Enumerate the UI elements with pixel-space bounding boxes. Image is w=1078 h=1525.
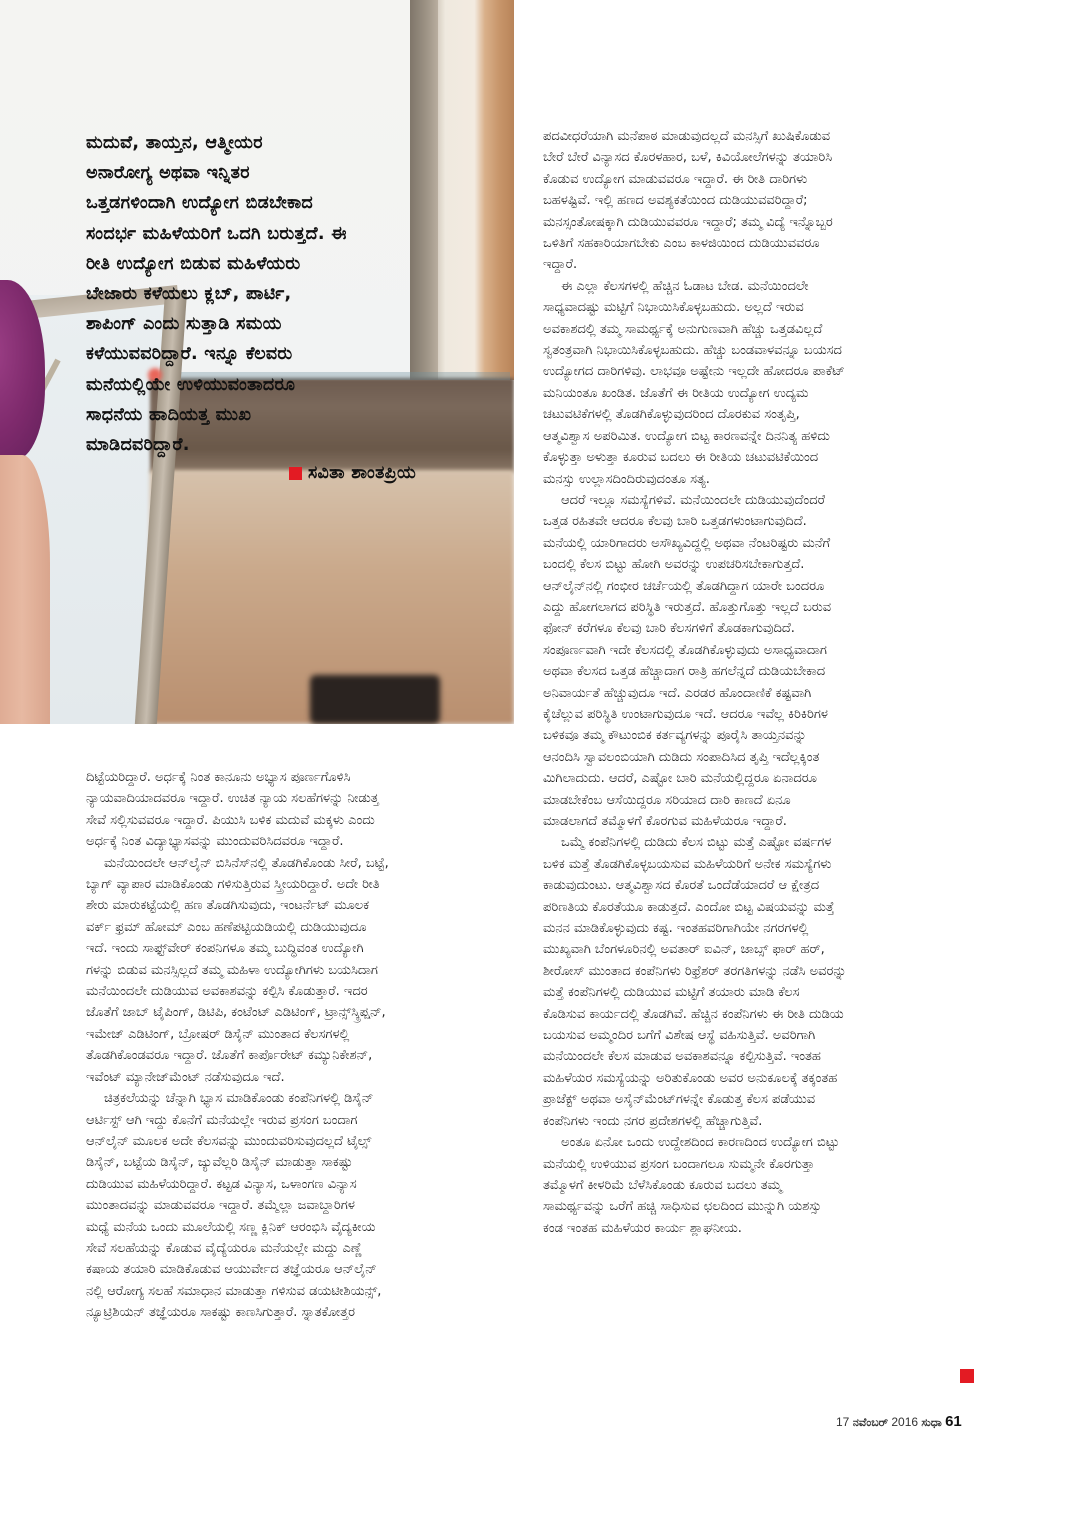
text-line: ಮುಖ್ಯವಾಗಿ ಬೆಂಗಳೂರಿನಲ್ಲಿ ಅವತಾರ್ ಐವಿನ್, ಜಾಬ್ಸ್ ಫಾರ್ ಹರ್, — [543, 942, 825, 958]
author-name: ಸವಿತಾ ಶಾಂತಪ್ರಿಯ — [307, 463, 416, 484]
pull-quote-line: ಕಳೆಯುವವರಿದ್ದಾರೆ. ಇನ್ನೂ ಕೆಲವರು — [86, 344, 293, 365]
text-line: ಮನೆಯಿಂದಲೇ ಆನ್‌ಲೈನ್ ಬಿಸಿನೆಸ್‌ನಲ್ಲಿ ತೊಡಗಿಕೊಂಡು ಸೀರೆ, ಬಟ್ಟೆ, — [104, 855, 389, 871]
text-line: ಶೀರೋಸ್ ಮುಂತಾದ ಕಂಪೆನಿಗಳು ರಿಫ್ರೆಶರ್ ತರಗತಿಗಳನ್ನು ನಡೆಸಿ ಅವರನ್ನು — [543, 963, 847, 979]
laptop-shadow — [310, 675, 440, 724]
text-line: ಕಷಾಯ ತಯಾರಿ ಮಾಡಿಕೊಡುವ ಆಯುರ್ವೇದ ತಜ್ಞೆಯರೂ ಆನ್‌ಲೈನ್ — [86, 1262, 377, 1278]
text-line: ಮನಸ್ಸಂತೋಷಕ್ಕಾಗಿ ದುಡಿಯುವವರೂ ಇದ್ದಾರೆ; ತಮ್ಮ ವಿದ್ಯೆ ಇನ್ನೊಬ್ಬರ — [543, 214, 833, 230]
text-line: ಅಥವಾ ಕೆಲಸದ ಒತ್ತಡ ಹೆಚ್ಚಾದಾಗ ರಾತ್ರಿ ಹಗಲೆನ್ನದೆ ದುಡಿಯಬೇಕಾದ — [543, 664, 826, 680]
text-line: ಇವೆಂಟ್ ಮ್ಯಾನೇಜ್‌ಮೆಂಟ್ ನಡೆಸುವುದೂ ಇದೆ. — [86, 1069, 285, 1085]
pull-quote-line: ಸಾಧನೆಯ ಹಾದಿಯತ್ತ ಮುಖ — [86, 404, 252, 425]
page-number: 61 — [945, 1413, 962, 1430]
byline-square-icon — [289, 467, 302, 480]
text-line: ಮನಿಯಂತೂ ಖಂಡಿತ. ಜೊತೆಗೆ ಈ ರೀತಿಯ ಉದ್ಯೋಗ ಉದ್ಯಮ — [543, 385, 809, 401]
text-line: ಫೋನ್ ಕರೆಗಳೂ ಕೆಲವು ಬಾರಿ ಕೆಲಸಗಳಿಗೆ ತೊಡಕಾಗುವುದಿದೆ. — [543, 621, 795, 637]
text-line: ಚಿತ್ರಕಲೆಯನ್ನು ಚೆನ್ನಾಗಿ ಭ್ಯಾಸ ಮಾಡಿಕೊಂಡು ಕಂಪೆನಿಗಳಲ್ಲಿ ಡಿಸೈನ್ — [104, 1091, 374, 1107]
pull-quote-line: ಮನೆಯಲ್ಲಿಯೇ ಉಳಿಯುವಂತಾದರೂ — [86, 374, 296, 395]
text-line: ಜೊತೆಗೆ ಜಾಬ್ ಟೈಪಿಂಗ್, ಡಿಟಿಪಿ, ಕಂಟೆಂಟ್ ಎಡಿಟಿಂಗ್, ಟ್ರಾನ್ಸ್‌ಸ್ಕ್ರಿಪ್ಷನ್, — [86, 1005, 386, 1021]
author-byline — [86, 458, 416, 488]
text-line: ಕಂಡ ಇಂತಹ ಮಹಿಳೆಯರ ಕಾರ್ಯ ಶ್ಲಾಘನೀಯ. — [543, 1220, 742, 1236]
text-line: ಎದ್ದು ಹೋಗಲಾಗದ ಪರಿಸ್ಥಿತಿ ಇರುತ್ತದೆ. ಹೊತ್ತುಗೊತ್ತು ಇಲ್ಲದೆ ಬರುವ — [543, 599, 832, 615]
text-line: ಸಾಮರ್ಥ್ಯವನ್ನು ಒರೆಗೆ ಹಚ್ಚಿ ಸಾಧಿಸುವ ಛಲದಿಂದ ಮುನ್ನುಗಿ ಯಶಸ್ಸು — [543, 1199, 822, 1215]
text-line: ಆನ್‌ಲೈನ್‌ನಲ್ಲಿ ಗಂಭೀರ ಚರ್ಚೆಯಲ್ಲಿ ತೊಡಗಿದ್ದಾಗ ಯಾರೇ ಬಂದರೂ — [543, 578, 825, 594]
text-line: ಆರ್ಟಿಸ್ಟ್ ಆಗಿ ಇದ್ದು ಕೊನೆಗೆ ಮನೆಯಲ್ಲೇ ಇರುವ ಪ್ರಸಂಗ ಬಂದಾಗ — [86, 1112, 358, 1128]
text-line: ಸೇವೆ ಸಲಹೆಯನ್ನು ಕೊಡುವ ವೈದ್ಯೆಯರೂ ಮನೆಯಲ್ಲೇ ಮದ್ದು ಎಣ್ಣೆ — [86, 1240, 363, 1256]
text-line: ಸಂಪೂರ್ಣವಾಗಿ ಇದೇ ಕೆಲಸದಲ್ಲಿ ತೊಡಗಿಕೊಳ್ಳುವುದು ಅಸಾಧ್ಯವಾದಾಗ — [543, 642, 827, 658]
text-line: ಮನೆಯಲ್ಲಿ ಯಾರಿಗಾದರು ಅಸೌಖ್ಯವಿದ್ದಲ್ಲಿ ಅಥವಾ ನೆಂಟರಿಷ್ಟರು ಮನೆಗೆ — [543, 535, 831, 551]
text-line: ಶೇರು ಮಾರುಕಟ್ಟೆಯಲ್ಲಿ ಹಣ ತೊಡಗಿಸುವುದು, ಇಂಟರ್ನೆಟ್ ಮೂಲಕ — [86, 898, 370, 914]
pull-quote-line: ಶಾಪಿಂಗ್ ಎಂದು ಸುತ್ತಾಡಿ ಸಮಯ — [86, 314, 282, 335]
text-line: ಸಾಧ್ಯವಾದಷ್ಟು ಮಟ್ಟಿಗೆ ನಿಭಾಯಿಸಿಕೊಳ್ಳಬಹುದು. ಅಲ್ಲದೆ ಇರುವ — [543, 300, 804, 316]
text-line: ಸ್ವತಂತ್ರವಾಗಿ ನಿಭಾಯಿಸಿಕೊಳ್ಳಬಹುದು. ಹೆಚ್ಚು ಬಂಡವಾಳವನ್ನೂ ಬಯಸದ — [543, 343, 842, 359]
article-column-left — [86, 767, 516, 1324]
text-line: ಕೊಡುವ ಉದ್ಯೋಗ ಮಾಡುವವರೂ ಇದ್ದಾರೆ. ಈ ರೀತಿ ದಾರಿಗಳು — [543, 171, 808, 187]
text-line: ಮನೆಯಿಂದಲೇ ಕೆಲಸ ಮಾಡುವ ಅವಕಾಶವನ್ನೂ ಕಲ್ಪಿಸುತ್ತಿವೆ. ಇಂತಹ — [543, 1049, 821, 1065]
text-line: ಮನಸ್ಸು ಉಲ್ಲಾಸದಿಂದಿರುವುದಂತೂ ಸತ್ಯ. — [543, 471, 710, 487]
text-line: ಇದ್ದಾರೆ. — [543, 257, 578, 273]
text-line: ಉದ್ಯೋಗದ ದಾರಿಗಳಿವು. ಲಾಭವೂ ಅಷ್ಟೇನು ಇಲ್ಲದೇ ಹೋದರೂ ಪಾಕೆಟ್ — [543, 364, 845, 380]
text-line: ಆನಂದಿಸಿ ಸ್ವಾವಲಂಬಿಯಾಗಿ ದುಡಿದು ಸಂಪಾದಿಸಿದ ತೃಪ್ತಿ ಇದೆಲ್ಲಕ್ಕಿಂತ — [543, 749, 820, 765]
text-line: ಬಹಳಷ್ಟಿವೆ. ಇಲ್ಲಿ ಹಣದ ಅವಶ್ಯಕತೆಯಿಂದ ದುಡಿಯುವವರಿದ್ದಾರೆ; — [543, 193, 808, 209]
pull-quote-line: ಮದುವೆ, ತಾಯ್ತನ, ಆತ್ಮೀಯರ — [86, 133, 263, 153]
text-line: ಬೇರೆ ಬೇರೆ ವಿನ್ಯಾಸದ ಕೊರಳಹಾರ, ಬಳೆ, ಕಿವಿಯೋಲೆಗಳನ್ನು ತಯಾರಿಸಿ — [543, 150, 833, 166]
text-line: ವರ್ಕ್ ಫ್ರಮ್ ಹೋಮ್ ಎಂಬ ಹಣೆಪಟ್ಟಿಯಡಿಯಲ್ಲಿ ದುಡಿಯುವುದೂ — [86, 919, 367, 935]
text-line: ಪರಿಣತಿಯ ಕೊರತೆಯೂ ಕಾಡುತ್ತದೆ. ಎಂದೋ ಬಿಟ್ಟ ವಿಷಯವನ್ನು ಮತ್ತೆ — [543, 899, 835, 915]
text-line: ದಿಟ್ಟೆಯರಿದ್ದಾರೆ. ಅರ್ಧಕ್ಕೆ ನಿಂತ ಕಾನೂನು ಅಭ್ಯಾಸ ಪೂರ್ಣಗೊಳಿಸಿ — [86, 770, 351, 785]
text-line: ಕೊಡಿಸುವ ಕಾರ್ಯದಲ್ಲಿ ತೊಡಗಿವೆ. ಹೆಚ್ಚಿನ ಕಂಪೆನಿಗಳು ಈ ರೀತಿ ದುಡಿಯ — [543, 1006, 844, 1022]
pull-quote-line: ಸಂದರ್ಭ ಮಹಿಳೆಯರಿಗೆ ಒದಗಿ ಬರುತ್ತದೆ. ಈ — [86, 223, 347, 244]
text-line: ತೊಡಗಿಕೊಂಡವರೂ ಇದ್ದಾರೆ. ಜೊತೆಗೆ ಕಾರ್ಪೊರೇಟ್ ಕಮ್ಯುನಿಕೇಶನ್, — [86, 1048, 373, 1064]
text-line: ಅಂತೂ ಏನೋ ಒಂದು ಉದ್ದೇಶದಿಂದ ಕಾರಣದಿಂದ ಉದ್ಯೋಗ ಬಿಟ್ಟು — [561, 1135, 840, 1151]
text-line: ಆತ್ಮವಿಶ್ವಾಸ ಅಪರಿಮಿತ. ಉದ್ಯೋಗ ಬಿಟ್ಟ ಕಾರಣವನ್ನೇ ದಿನನಿತ್ಯ ಹಳಿದು — [543, 428, 830, 444]
text-line: ನ್ಯೂಟ್ರಿಶಿಯನ್ ತಜ್ಞೆಯರೂ ಸಾಕಷ್ಟು ಕಾಣಸಿಗುತ್ತಾರೆ. ಸ್ನಾತಕೋತ್ತರ — [86, 1305, 355, 1321]
page-folio — [836, 1413, 962, 1430]
text-line: ಮನೆಯಲ್ಲಿ ಉಳಿಯುವ ಪ್ರಸಂಗ ಬಂದಾಗಲೂ ಸುಮ್ಮನೇ ಕೊರಗುತ್ತಾ — [543, 1156, 815, 1172]
text-line: ಬಯಸುವ ಅಮ್ಮಂದಿರ ಬಗೆಗೆ ವಿಶೇಷ ಆಸ್ಥೆ ವಹಿಸುತ್ತಿವೆ. ಅವರಿಗಾಗಿ — [543, 1028, 816, 1044]
text-line: ಮಾಡಲಾಗದೆ ತಮ್ಮೊಳಗೆ ಕೊರಗುವ ಮಹಿಳೆಯರೂ ಇದ್ದಾರೆ. — [543, 814, 787, 829]
text-line: ಮನನ ಮಾಡಿಕೊಳ್ಳುವುದು ಕಷ್ಟ. ಇಂತಹವರಿಗಾಗಿಯೇ ನಗರಗಳಲ್ಲಿ — [543, 921, 809, 937]
text-line: ದುಡಿಯುವ ಮಹಿಳೆಯರಿದ್ದಾರೆ. ಕಟ್ಟಡ ವಿನ್ಯಾಸ, ಒಳಾಂಗಣ ವಿನ್ಯಾಸ — [86, 1176, 357, 1192]
text-line: ಡಿಸೈನ್, ಬಟ್ಟೆಯ ಡಿಸೈನ್, ಜ್ಯುವೆಲ್ಲರಿ ಡಿಸೈನ್ ಮಾಡುತ್ತಾ ಸಾಕಷ್ಟು — [86, 1155, 353, 1171]
folio-magazine: ಸುಧಾ — [921, 1416, 942, 1429]
text-line: ಬಳಿಕ ಮತ್ತೆ ತೊಡಗಿಕೊಳ್ಳಬಯಸುವ ಮಹಿಳೆಯರಿಗೆ ಅನೇಕ ಸಮಸ್ಯೆಗಳು — [543, 856, 832, 872]
text-line: ಮತ್ತೆ ಕಂಪೆನಿಗಳಲ್ಲಿ ದುಡಿಯುವ ಮಟ್ಟಿಗೆ ತಯಾರು ಮಾಡಿ ಕೆಲಸ — [543, 985, 800, 1001]
text-line: ಆನ್‌ಲೈನ್ ಮೂಲಕ ಅದೇ ಕೆಲಸವನ್ನು ಮುಂದುವರಿಸುವುದಲ್ಲದೆ ಟೈಲ್ಸ್ — [86, 1133, 372, 1149]
text-line: ಅನಿವಾರ್ಯತೆ ಹೆಚ್ಚುವುದೂ ಇದೆ. ಎರಡರ ಹೊಂದಾಣಿಕೆ ಕಷ್ಟವಾಗಿ — [543, 685, 812, 701]
pull-quote-line: ಮಾಡಿದವರಿದ್ದಾರೆ. — [86, 435, 190, 456]
article-end-square-icon — [960, 1369, 974, 1383]
text-line: ತಮ್ಮೊಳಗೆ ಕೀಳರಿಮೆ ಬೆಳೆಸಿಕೊಂಡು ಕೂರುವ ಬದಲು ತಮ್ಮ — [543, 1177, 782, 1193]
arm — [0, 455, 50, 724]
text-line: ಅರ್ಧಕ್ಕೆ ನಿಂತ ವಿದ್ಯಾಭ್ಯಾಸವನ್ನು ಮುಂದುವರಿಸಿದವರೂ ಇದ್ದಾರೆ. — [86, 834, 344, 850]
text-line: ಕೊಳ್ಳುತ್ತಾ ಅಳುತ್ತಾ ಕೂರುವ ಬದಲು ಈ ರೀತಿಯ ಚಟುವಟಿಕೆಯಿಂದ — [543, 450, 819, 466]
text-line: ಬಂದಲ್ಲಿ ಕೆಲಸ ಬಿಟ್ಟು ಹೋಗಿ ಅವರನ್ನು ಉಪಚರಿಸಬೇಕಾಗುತ್ತದೆ. — [543, 557, 805, 573]
pull-quote — [86, 128, 416, 488]
text-line: ಪದವೀಧರೆಯಾಗಿ ಮನೆಪಾಠ ಮಾಡುವುದಲ್ಲದೆ ಮನಸ್ಸಿಗೆ ಖುಷಿಕೊಡುವ — [543, 129, 831, 144]
text-line: ಚಟುವಟಿಕೆಗಳಲ್ಲಿ ತೊಡಗಿಕೊಳ್ಳುವುದರಿಂದ ದೊರಕುವ ಸಂತೃಪ್ತಿ, — [543, 407, 800, 423]
text-line: ಬ್ಯಾಗ್ ವ್ಯಾಪಾರ ಮಾಡಿಕೊಂಡು ಗಳಿಸುತ್ತಿರುವ ಸ್ತ್ರೀಯರಿದ್ದಾರೆ. ಅದೇ ರೀತಿ — [86, 877, 380, 893]
text-line: ಕಂಪೆನಿಗಳು ಇಂದು ನಗರ ಪ್ರದೇಶಗಳಲ್ಲಿ ಹೆಚ್ಚಾಗುತ್ತಿವೆ. — [543, 1113, 763, 1129]
text-line: ಮಾಡಬೇಕೆಂಬ ಆಸೆಯಿದ್ದರೂ ಸರಿಯಾದ ದಾರಿ ಕಾಣದೆ ಏನೂ — [543, 792, 791, 808]
text-line: ಒಳಿತಿಗೆ ಸಹಕಾರಿಯಾಗಬೇಕು ಎಂಬ ಕಾಳಜಿಯಿಂದ ದುಡಿಯುವವರೂ — [543, 236, 820, 252]
text-line: ಸೇವೆ ಸಲ್ಲಿಸುವವರೂ ಇದ್ದಾರೆ. ಪಿಯುಸಿ ಬಳಿಕ ಮದುವೆ ಮಕ್ಕಳು ಎಂದು — [86, 812, 375, 828]
folio-day: 17 — [836, 1415, 850, 1429]
text-line: ಪ್ರಾಜೆಕ್ಟ್ ಅಥವಾ ಅಸೈನ್‌ಮೆಂಟ್‌ಗಳನ್ನೇ ಕೊಡುತ್ತ ಕೆಲಸ ಪಡೆಯುವ — [543, 1092, 816, 1108]
text-line: ಮಹಿಳೆಯರ ಸಮಸ್ಯೆಯನ್ನು ಅರಿತುಕೊಂಡು ಅವರ ಅನುಕೂಲಕ್ಕೆ ತಕ್ಕಂತಹ — [543, 1070, 838, 1086]
pull-quote-line: ಬೇಜಾರು ಕಳೆಯಲು ಕ್ಲಬ್, ಪಾರ್ಟಿ, — [86, 284, 292, 305]
text-line: ಒಮ್ಮೆ ಕಂಪೆನಿಗಳಲ್ಲಿ ದುಡಿದು ಕೆಲಸ ಬಿಟ್ಟು ಮತ್ತೆ ಎಷ್ಟೋ ವರ್ಷಗಳ — [561, 835, 832, 851]
text-line: ಮಿಗಿಲಾದುದು. ಆದರೆ, ಎಷ್ಟೋ ಬಾರಿ ಮನೆಯಲ್ಲಿದ್ದರೂ ಏನಾದರೂ — [543, 771, 817, 787]
text-line: ಬಳಿಕವೂ ತಮ್ಮ ಕೌಟುಂಬಿಕ ಕರ್ತವ್ಯಗಳನ್ನು ಪೂರೈಸಿ ತಾಯ್ತನವನ್ನು — [543, 728, 807, 744]
text-line: ಅವಕಾಶದಲ್ಲಿ ತಮ್ಮ ಸಾಮರ್ಥ್ಯಕ್ಕೆ ಅನುಗುಣವಾಗಿ ಹೆಚ್ಚು ಒತ್ತಡವಿಲ್ಲದೆ — [543, 321, 823, 337]
text-line: ಮನೆಯಿಂದಲೇ ದುಡಿಯುವ ಅವಕಾಶವನ್ನು ಕಲ್ಪಿಸಿ ಕೊಡುತ್ತಾರೆ. ಇದರ — [86, 984, 368, 1000]
text-line: ಈ ಎಲ್ಲಾ ಕೆಲಸಗಳಲ್ಲಿ ಹೆಚ್ಚಿನ ಓಡಾಟ ಬೇಡ. ಮನೆಯಿಂದಲೇ — [561, 278, 809, 294]
text-line: ಕಾಡುವುದುಂಟು. ಆತ್ಮವಿಶ್ವಾಸದ ಕೊರತೆ ಒಂದೆಡೆಯಾದರೆ ಆ ಕ್ಷೇತ್ರದ — [543, 878, 820, 894]
text-line: ಮಧ್ಯೆ ಮನೆಯ ಒಂದು ಮೂಲೆಯಲ್ಲಿ ಸಣ್ಣ ಕ್ಲಿನಿಕ್ ಆರಂಭಿಸಿ ವೈದ್ಯಕೀಯ — [86, 1219, 376, 1235]
text-line: ಆದರೆ ಇಲ್ಲೂ ಸಮಸ್ಯೆಗಳಿವೆ. ಮನೆಯಿಂದಲೇ ದುಡಿಯುವುದೆಂದರೆ — [561, 492, 825, 508]
folio-month: ನವೆಂಬರ್ — [852, 1416, 889, 1429]
pull-quote-line: ಅನಾರೋಗ್ಯ ಅಥವಾ ಇನ್ನಿತರ — [86, 163, 250, 184]
text-line: ಇಮೇಜ್ ಎಡಿಟಿಂಗ್, ಬ್ರೋಷರ್ ಡಿಸೈನ್ ಮುಂತಾದ ಕೆಲಸಗಳಲ್ಲಿ — [86, 1026, 350, 1042]
text-line: ಇದೆ. ಇಂದು ಸಾಫ್ಟ್‌ವೇರ್ ಕಂಪನಿಗಳೂ ತಮ್ಮ ಬುದ್ಧಿವಂತ ಉದ್ಯೋಗಿ — [86, 941, 364, 957]
text-line: ನಲ್ಲಿ ಆರೋಗ್ಯ ಸಲಹೆ ಸಮಾಧಾನ ಮಾಡುತ್ತಾ ಗಳಿಸುವ ಡಯಟೀಶಿಯನ್ಸ್, — [86, 1283, 382, 1299]
text-line: ಕೈಚೆಲ್ಲುವ ಪರಿಸ್ಥಿತಿ ಉಂಟಾಗುವುದೂ ಇದೆ. ಆದರೂ ಇವೆಲ್ಲ ಕಿರಿಕಿರಿಗಳ — [543, 706, 828, 722]
text-line: ನ್ಯಾಯವಾದಿಯಾದವರೂ ಇದ್ದಾರೆ. ಉಚಿತ ನ್ಯಾಯ ಸಲಹೆಗಳನ್ನು ನೀಡುತ್ತ — [86, 791, 379, 807]
pull-quote-line: ಒತ್ತಡಗಳಿಂದಾಗಿ ಉದ್ಯೋಗ ಬಿಡಬೇಕಾದ — [86, 193, 314, 214]
article-column-right — [543, 126, 983, 1239]
text-line: ಒತ್ತಡ ರಹಿತವೇ ಆದರೂ ಕೆಲವು ಬಾರಿ ಒತ್ತಡಗಳುಂಟಾಗುವುದಿದೆ. — [543, 514, 807, 530]
folio-year: 2016 — [891, 1415, 919, 1429]
text-line: ಮುಂತಾದವನ್ನು ಮಾಡುವವರೂ ಇದ್ದಾರೆ. ತಮ್ಮೆಲ್ಲಾ ಜವಾಬ್ದಾರಿಗಳ — [86, 1198, 355, 1214]
pull-quote-line: ರೀತಿ ಉದ್ಯೋಗ ಬಿಡುವ ಮಹಿಳೆಯರು — [86, 253, 301, 274]
text-line: ಗಳನ್ನು ಬಿಡುವ ಮನಸ್ಸಿಲ್ಲದೆ ತಮ್ಮ ಮಹಿಳಾ ಉದ್ಯೋಗಿಗಳು ಬಯಸಿದಾಗ — [86, 962, 378, 978]
